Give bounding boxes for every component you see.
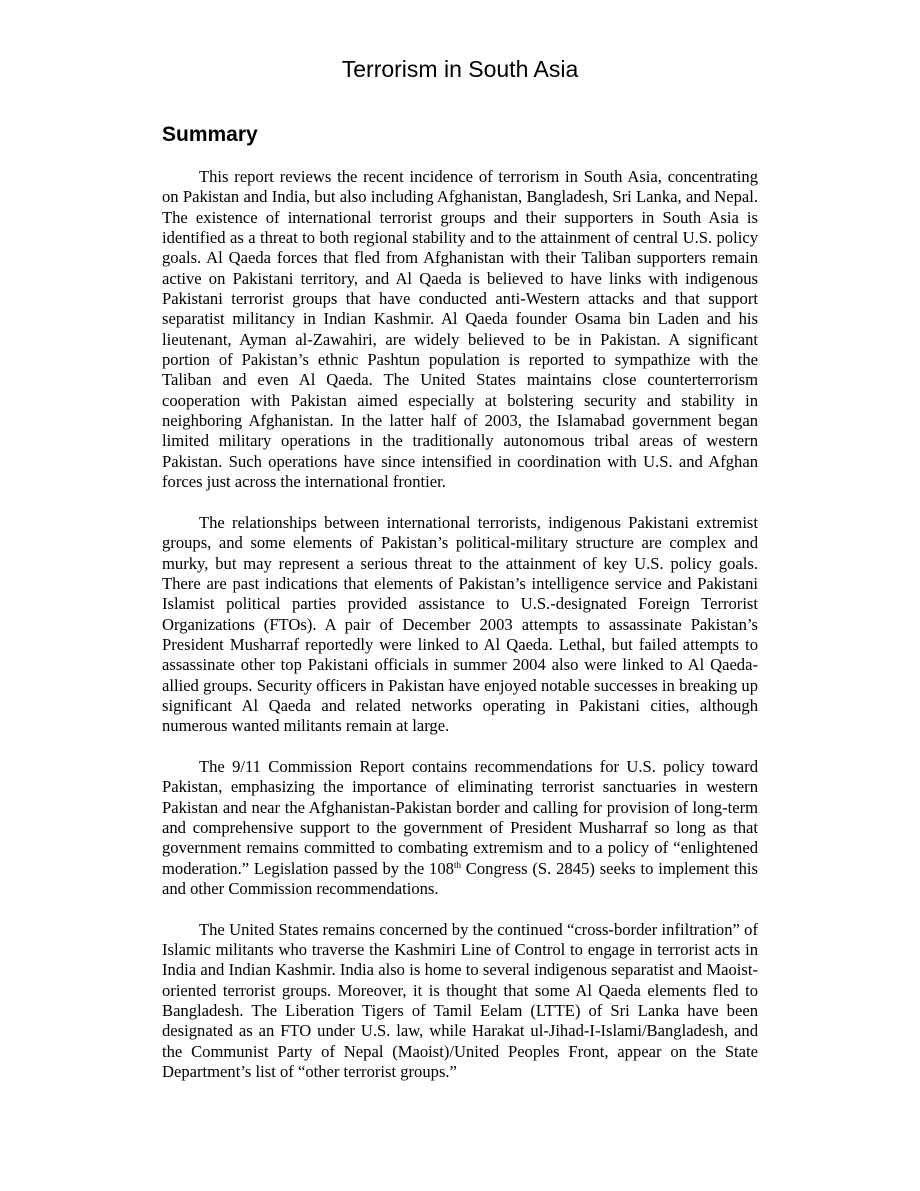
paragraph-4: The United States remains concerned by the continued “cross-border infiltration” of Islamic militants who traverse the Kashmiri Line of Control to engage in terrorist acts in India and Indian Kashmir. India also is home to several indigenous separatist and Maoist-oriented terrorist groups. Moreover, it is thought that some Al Qaeda elements fled to Bangladesh. The Liberation Tigers of Tamil Eelam (LTTE) of Sri Lanka have been designated as an FTO under U.S. law, while Harakat ul-Jihad-I-Islami/Bangladesh, and the Communist Party of Nepal (Maoist)/United Peoples Front, appear on the State Department’s list of “other terrorist groups.” (162, 919, 758, 1082)
paragraph-1: This report reviews the recent incidence of terrorism in South Asia, concentrating on Pakistan and India, but also including Afghanistan, Bangladesh, Sri Lanka, and Nepal. The existence of international terrorist groups and their supporters in South Asia is identified as a threat to both regional stability and to the attainment of central U.S. policy goals. Al Qaeda forces that fled from Afghanistan with their Taliban supporters remain active on Pakistani territory, and Al Qaeda is believed to have links with indigenous Pakistani terrorist groups that have conducted anti-Western attacks and that support separatist militancy in Indian Kashmir. Al Qaeda founder Osama bin Laden and his lieutenant, Ayman al-Zawahiri, are widely believed to be in Pakistan. A significant portion of Pakistan’s ethnic Pashtun population is reported to sympathize with the Taliban and even Al Qaeda. The United States maintains close counterterrorism cooperation with Pakistan aimed especially at bolstering security and stability in neighboring Afghanistan. In the latter half of 2003, the Islamabad government began limited military operations in the traditionally autonomous tribal areas of western Pakistan. Such operations have since intensified in coordination with U.S. and Afghan forces just across the international frontier. (162, 167, 758, 492)
paragraph-3-text-before: The 9/11 Commission Report contains recommendations for U.S. policy toward Pakistan, emphasizing the importance of eliminating terrorist sanctuaries in western Pakistan and near the Afghanistan-Pakistan border and calling for provision of long-term and comprehensive support to the government of President Musharraf so long as that government remains committed to combating extremism and to a policy of “enlightened moderation.” Legislation passed by the 108 (162, 756, 758, 878)
paragraph-3-text-after: Congress (S. 2845) seeks to implement this and other Commission recommendations. (162, 858, 758, 899)
ordinal-superscript: th (453, 859, 461, 870)
section-heading-summary: Summary (162, 123, 258, 146)
document-title: Terrorism in South Asia (341, 56, 579, 82)
summary-body (162, 167, 758, 1103)
paragraph-3 (162, 757, 758, 899)
paragraph-2: The relationships between international terrorists, indigenous Pakistani extremist groups, and some elements of Pakistan’s political-military structure are complex and murky, but may represent a serious threat to the attainment of key U.S. policy goals. There are past indications that elements of Pakistan’s intelligence service and Pakistani Islamist political parties provided assistance to U.S.-designated Foreign Terrorist Organizations (FTOs). A pair of December 2003 attempts to assassinate Pakistan’s President Musharraf reportedly were linked to Al Qaeda. Lethal, but failed attempts to assassinate other top Pakistani officials in summer 2004 also were linked to Al Qaeda-allied groups. Security officers in Pakistan have enjoyed notable successes in breaking up significant Al Qaeda and related networks operating in Pakistani cities, although numerous wanted militants remain at large. (162, 512, 758, 736)
